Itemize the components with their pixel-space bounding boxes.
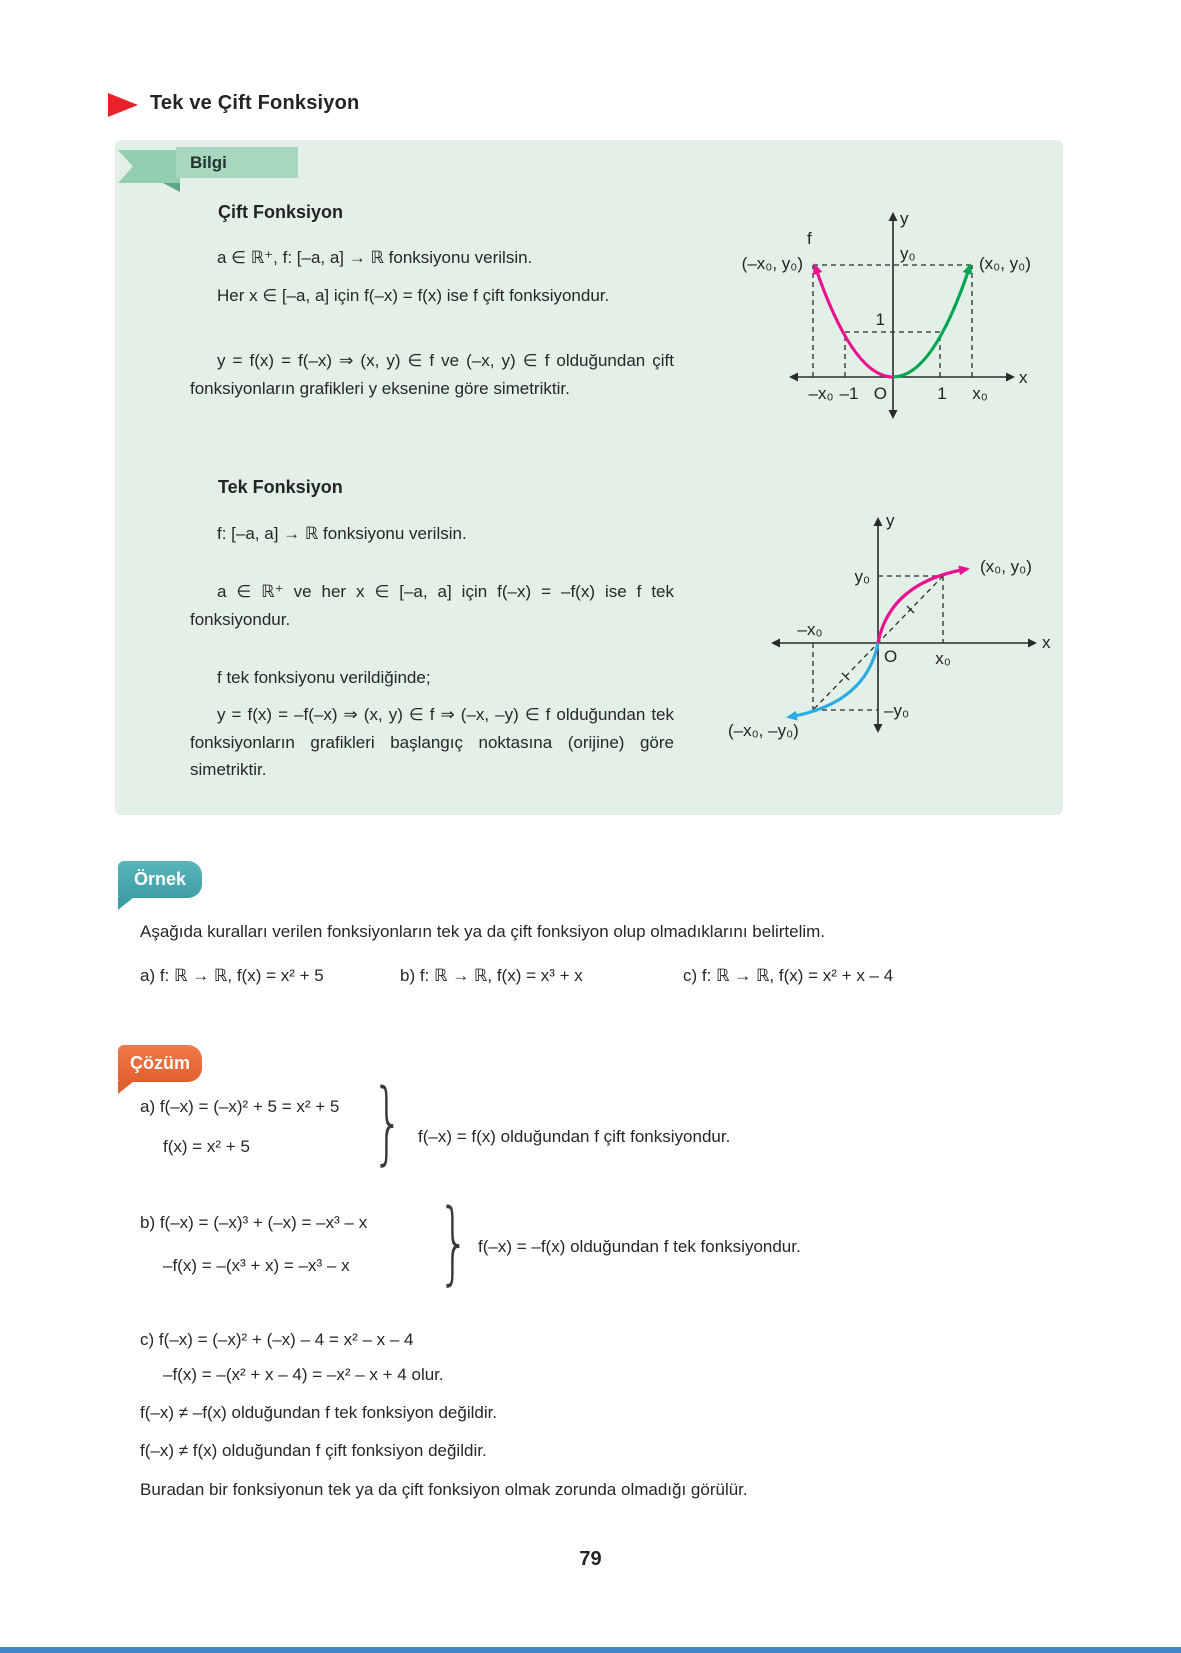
origin-label: O	[884, 647, 898, 666]
odd-paragraph-2: a ∈ ℝ⁺ ve her x ∈ [–a, a] için f(–x) = –f(x) ise f tek fonksiyondur.	[190, 582, 674, 629]
x0-label: x₀	[935, 649, 951, 668]
neg-x0-label: –x₀	[797, 620, 823, 639]
solution-c-note1: f(–x) ≠ –f(x) olduğundan f tek fonksiyon değildir.	[140, 1403, 498, 1422]
solution-badge: Çözüm	[118, 1045, 202, 1082]
tick-1: 1	[937, 384, 947, 403]
neg-y0-label: –y₀	[884, 701, 910, 720]
solution-b-conclusion: f(–x) = –f(x) olduğundan f tek fonksiyondur.	[478, 1237, 801, 1256]
even-function-graph	[741, 192, 1045, 427]
origin-label: O	[873, 384, 887, 403]
point-left-label: (–x₀, y₀)	[741, 254, 803, 273]
grouping-brace-a: }	[372, 1070, 404, 1175]
equal-tick-upper	[907, 606, 914, 613]
y0-label: y₀	[900, 244, 916, 263]
y0-label: y₀	[854, 567, 870, 586]
tick-x0: x₀	[972, 384, 988, 403]
tick-neg-1: –1	[839, 384, 859, 403]
point-pos-label: (x₀, y₀)	[980, 557, 1032, 576]
even-function-heading: Çift Fonksiyon	[218, 202, 343, 222]
bilgi-ribbon-label: Bilgi	[176, 147, 298, 178]
solution-c-line1: c) f(–x) = (–x)² + (–x) – 4 = x² – x – 4	[140, 1330, 414, 1349]
solution-a-conclusion: f(–x) = f(x) olduğundan f çift fonksiyondur.	[418, 1127, 731, 1146]
odd-paragraph-3: f tek fonksiyonu verildiğinde;	[217, 668, 431, 687]
example-badge: Örnek	[118, 861, 202, 898]
page-title: Tek ve Çift Fonksiyon	[150, 92, 360, 114]
solution-a-line1: a) f(–x) = (–x)² + 5 = x² + 5	[140, 1097, 340, 1116]
odd-paragraph-1: f: [–a, a] → ℝ fonksiyonu verilsin.	[217, 524, 467, 543]
curve-f-label: f	[807, 229, 812, 248]
tick-neg-x0: –x₀	[808, 384, 834, 403]
example-intro: Aşağıda kuralları verilen fonksiyonların tek ya da çift fonksiyon olup olmadıklarını belirtelim.	[140, 922, 826, 941]
even-paragraph-1: a ∈ ℝ⁺, f: [–a, a] → ℝ fonksiyonu verilsin.	[217, 248, 533, 267]
even-paragraph-2: Her x ∈ [–a, a] için f(–x) = f(x) ise f çift fonksiyondur.	[217, 286, 610, 305]
solution-a-line2: f(x) = x² + 5	[163, 1137, 250, 1156]
page-number: 79	[579, 1548, 602, 1570]
solution-b-line2: –f(x) = –(x³ + x) = –x³ – x	[163, 1256, 350, 1275]
one-inner-label: 1	[875, 310, 885, 329]
odd-paragraph-4: y = f(x) = –f(–x) ⇒ (x, y) ∈ f ⇒ (–x, –y) ∈ f olduğundan tek fonksiyonların grafikleri başlangıç noktasına (orijine) göre simetriktir.	[190, 705, 674, 779]
x-axis-label: x	[1019, 368, 1028, 387]
solution-c-note2: f(–x) ≠ f(x) olduğundan f çift fonksiyon değildir.	[140, 1441, 487, 1460]
odd-function-heading: Tek Fonksiyon	[218, 477, 343, 497]
example-item-b: b) f: ℝ → ℝ, f(x) = x³ + x	[400, 966, 583, 985]
y-axis-label: y	[886, 511, 895, 530]
solution-c-line2: –f(x) = –(x² + x – 4) = –x² – x + 4 olur.	[163, 1365, 444, 1384]
odd-curve-lower	[789, 643, 878, 717]
grouping-brace-b: }	[438, 1190, 470, 1295]
point-neg-label: (–x₀, –y₀)	[728, 721, 799, 740]
info-box	[115, 140, 1063, 815]
point-right-label: (x₀, y₀)	[979, 254, 1031, 273]
bottom-accent-bar	[0, 1647, 1181, 1653]
x-axis-label: x	[1042, 633, 1051, 652]
even-paragraph-3: y = f(x) = f(–x) ⇒ (x, y) ∈ f ve (–x, y) ∈ f olduğundan çift fonksiyonların grafikleri y eksenine göre simetriktir.	[190, 351, 674, 398]
solution-b-line1: b) f(–x) = (–x)³ + (–x) = –x³ – x	[140, 1213, 368, 1232]
example-item-a: a) f: ℝ → ℝ, f(x) = x² + 5	[140, 966, 324, 985]
parabola-right-branch	[893, 266, 970, 377]
example-item-c: c) f: ℝ → ℝ, f(x) = x² + x – 4	[683, 966, 894, 985]
y-axis-label: y	[900, 209, 909, 228]
odd-curve-upper	[878, 569, 967, 643]
solution-c-note3: Buradan bir fonksiyonun tek ya da çift fonksiyon olmak zorunda olmadığı görülür.	[140, 1480, 748, 1499]
section-arrow-icon	[108, 93, 138, 117]
odd-function-graph	[700, 490, 1060, 745]
